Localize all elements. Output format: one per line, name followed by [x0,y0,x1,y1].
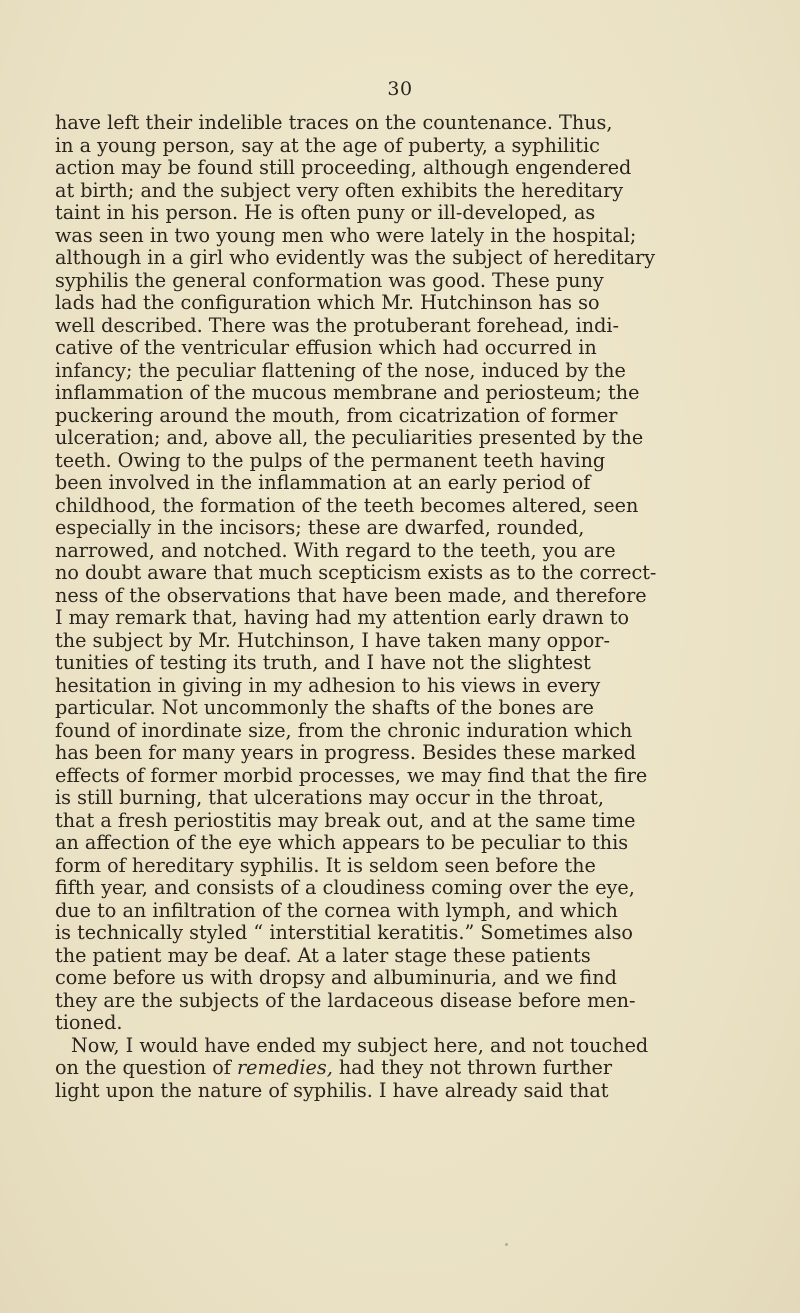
paper-speck [505,1243,508,1246]
text-line: at birth; and the subject very often exhibits the hereditary [55,178,624,202]
text-line: cative of the ventricular effusion which had occurred in [55,336,597,359]
text-line: tunities of testing its truth, and I have not the slightest [55,651,591,674]
text-fragment: on the question of [55,1056,231,1079]
text-line: well described. There was the protuberant forehead, indi- [55,313,619,337]
text-line: teeth. Owing to the pulps of the permanent teeth having [55,448,606,472]
text-line: fifth year, and consists of a cloudiness coming over the eye, [55,876,635,899]
text-line: tioned. [55,1011,123,1034]
text-line: no doubt aware that much scepticism exists as to the correct- [55,561,657,584]
text-line: that a fresh periostitis may break out, and at the same time [55,808,636,832]
text-fragment: light upon the nature of syphilis. I have already said that [55,1078,609,1102]
text-line: form of hereditary syphilis. It is seldom seen before the [55,853,596,877]
text-line: effects of former morbid processes, we may find that the fire [55,763,648,787]
text-fragment: Now, I would have ended my subject here, and not touched [71,1033,649,1057]
page-number: 30 [387,78,413,100]
text-line: due to an infiltration of the cornea with lymph, and which [55,898,618,922]
text-line: narrowed, and notched. With regard to the teeth, you are [55,538,616,562]
text-line: come before us with dropsy and albuminuria, and we find [55,966,617,989]
text-line-mixed [55,1057,717,1080]
text-line: has been for many years in progress. Besides these marked [55,741,636,764]
text-line: the patient may be deaf. At a later stage these patients [55,943,591,967]
text-line: particular. Not uncommonly the shafts of the bones are [55,696,594,719]
text-line: I may remark that, having had my attention early drawn to [55,606,630,629]
text-line: ness of the observations that have been made, and therefore [55,583,647,607]
body-text [55,112,717,1102]
text-line: have left their indelible traces on the countenance. Thus, [55,111,613,134]
text-line: hesitation in giving in my adhesion to his views in every [55,673,601,697]
text-line [55,1080,717,1103]
text-fragment: had they not thrown further [338,1056,613,1079]
text-line: puckering around the mouth, from cicatrization of former [55,403,618,427]
text-line: action may be found still proceeding, although engendered [55,156,632,179]
text-line: ulceration; and, above all, the peculiarities presented by the [55,426,644,449]
text-line: syphilis the general conformation was good. These puny [55,268,604,292]
text-line: although in a girl who evidently was the subject of hereditary [55,246,656,269]
text-line: is still burning, that ulcerations may occur in the throat, [55,786,604,809]
text-line: the subject by Mr. Hutchinson, I have taken many oppor- [55,628,610,652]
text-line: especially in the incisors; these are dwarfed, rounded, [55,516,585,539]
emphasis-remedies: remedies, [237,1056,333,1079]
text-line [55,1035,717,1058]
text-line: an affection of the eye which appears to be peculiar to this [55,831,629,854]
text-line: infancy; the peculiar flattening of the nose, induced by the [55,358,626,382]
text-line: childhood, the formation of the teeth becomes altered, seen [55,493,639,517]
text-line: was seen in two young men who were lately in the hospital; [55,223,637,247]
text-line: been involved in the inflammation at an early period of [55,471,591,494]
text-line: taint in his person. He is often puny or ill-developed, as [55,201,596,224]
text-line: they are the subjects of the lardaceous disease before men- [55,988,636,1012]
text-line: is technically styled “ interstitial keratitis.” Sometimes also [55,921,633,944]
text-line: lads had the configuration which Mr. Hutchinson has so [55,291,600,314]
text-line: found of inordinate size, from the chronic induration which [55,718,633,742]
text-line: in a young person, say at the age of puberty, a syphilitic [55,133,600,157]
text-line: inflammation of the mucous membrane and periosteum; the [55,381,640,404]
